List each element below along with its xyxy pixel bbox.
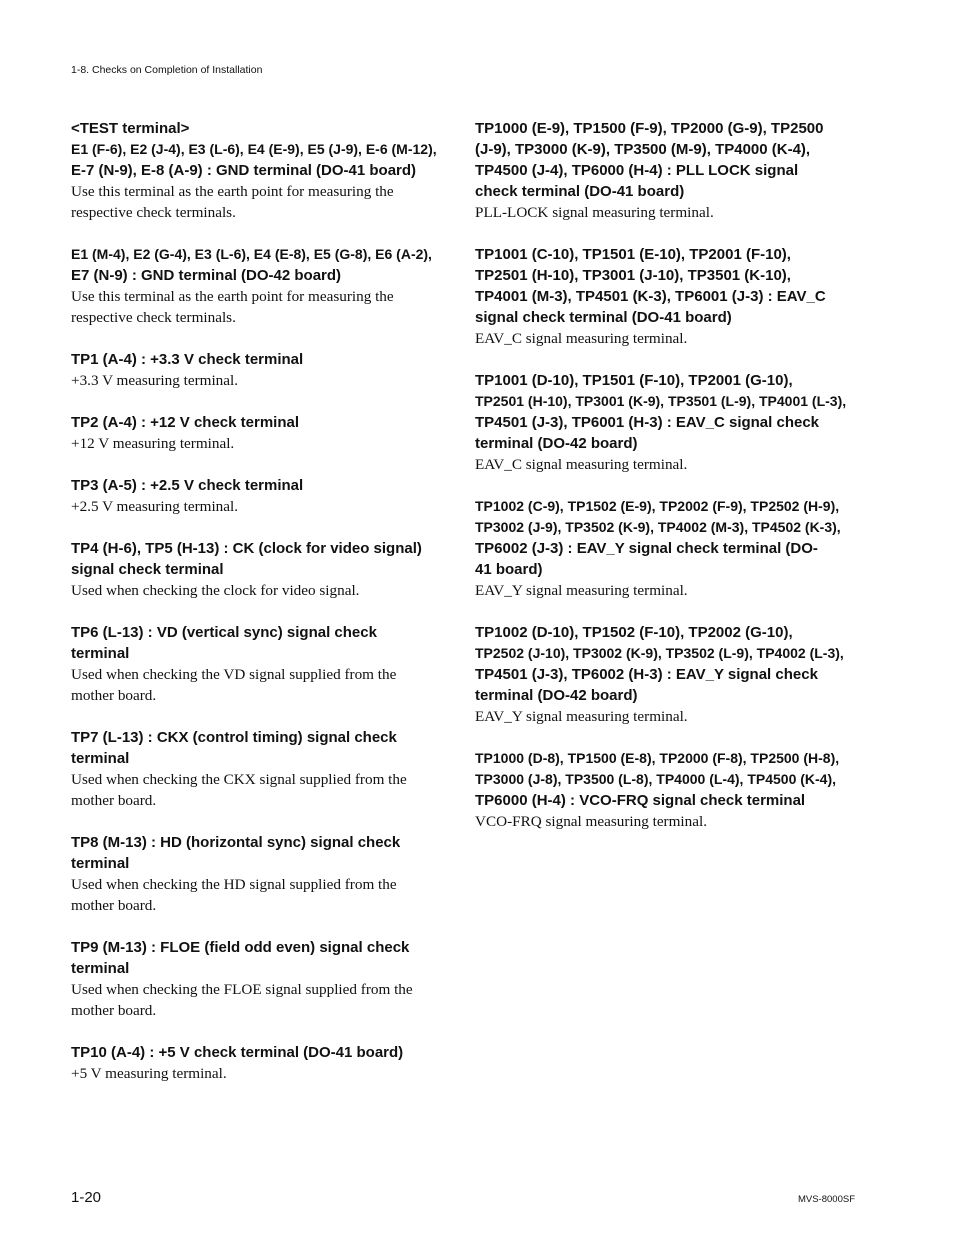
terminal-heading-line: E-7 (N-9), E-8 (A-9) : GND terminal (DO-41 board) <box>71 162 417 179</box>
terminal-entry <box>71 622 451 706</box>
terminal-heading-line: TP7 (L-13) : CKX (control timing) signal check <box>71 729 397 746</box>
terminal-heading-line: E1 (F-6), E2 (J-4), E3 (L-6), E4 (E-9), E5 (J-9), E-6 (M-12), <box>71 141 437 157</box>
terminal-description: EAV_Y signal measuring terminal. <box>475 582 688 599</box>
terminal-heading-line: TP6000 (H-4) : VCO-FRQ signal check terminal <box>475 792 806 809</box>
terminal-heading-line: TP4500 (J-4), TP6000 (H-4) : PLL LOCK signal <box>475 162 799 179</box>
terminal-description: mother board. <box>71 687 157 704</box>
terminal-description: +3.3 V measuring terminal. <box>71 372 239 389</box>
terminal-description: +5 V measuring terminal. <box>71 1065 227 1082</box>
terminal-heading-line: TP4001 (M-3), TP4501 (K-3), TP6001 (J-3) : EAV_C <box>475 288 826 305</box>
terminal-heading-line: (J-9), TP3000 (K-9), TP3500 (M-9), TP4000 (K-4), <box>475 141 811 158</box>
terminal-heading-line: TP4501 (J-3), TP6001 (H-3) : EAV_C signal check <box>475 414 820 431</box>
terminal-heading-line: E1 (M-4), E2 (G-4), E3 (L-6), E4 (E-8), E5 (G-8), E6 (A-2), <box>71 246 432 262</box>
terminal-description: mother board. <box>71 792 157 809</box>
right-sections <box>475 118 857 832</box>
terminal-description: +12 V measuring terminal. <box>71 435 235 452</box>
terminal-entry <box>71 139 451 223</box>
terminal-heading-line: TP3000 (J-8), TP3500 (L-8), TP4000 (L-4), TP4500 (K-4), <box>475 771 837 787</box>
terminal-description: mother board. <box>71 1002 157 1019</box>
terminal-description: Used when checking the clock for video signal. <box>71 582 360 599</box>
terminal-entry <box>475 622 857 727</box>
terminal-heading-line: terminal (DO-42 board) <box>475 435 638 452</box>
terminal-heading-line: TP2 (A-4) : +12 V check terminal <box>71 414 300 431</box>
terminal-heading-line: TP1001 (C-10), TP1501 (E-10), TP2001 (F-10), <box>475 246 791 263</box>
terminal-entry <box>71 475 451 517</box>
terminal-heading-line: TP9 (M-13) : FLOE (field odd even) signal check <box>71 939 410 956</box>
terminal-description: EAV_C signal measuring terminal. <box>475 330 688 347</box>
terminal-description: Use this terminal as the earth point for measuring the <box>71 183 394 200</box>
terminal-description: Used when checking the VD signal supplied from the <box>71 666 397 683</box>
terminal-entry <box>475 748 857 832</box>
terminal-description: respective check terminals. <box>71 204 236 221</box>
terminal-heading-line: terminal <box>71 960 130 977</box>
terminal-heading-line: check terminal (DO-41 board) <box>475 183 685 200</box>
terminal-description: Used when checking the FLOE signal supplied from the <box>71 981 413 998</box>
terminal-entry <box>71 727 451 811</box>
terminal-heading-line: TP4501 (J-3), TP6002 (H-3) : EAV_Y signal check <box>475 666 818 683</box>
terminal-heading-line: TP1 (A-4) : +3.3 V check terminal <box>71 351 304 368</box>
terminal-entry <box>71 538 451 601</box>
test-terminal-label: <TEST terminal> <box>71 120 190 137</box>
terminal-heading-line: TP2501 (H-10), TP3001 (J-10), TP3501 (K-10), <box>475 267 791 284</box>
terminal-entry <box>71 1042 451 1084</box>
terminal-heading-line: TP1002 (D-10), TP1502 (F-10), TP2002 (G-10), <box>475 624 793 641</box>
terminal-entry <box>71 244 451 328</box>
terminal-entry <box>475 496 857 601</box>
terminal-heading-line: TP1002 (C-9), TP1502 (E-9), TP2002 (F-9), TP2502 (H-9), <box>475 498 840 514</box>
terminal-entry <box>71 349 451 391</box>
terminal-heading-line: TP1001 (D-10), TP1501 (F-10), TP2001 (G-10), <box>475 372 793 389</box>
terminal-description: +2.5 V measuring terminal. <box>71 498 239 515</box>
terminal-heading-line: signal check terminal (DO-41 board) <box>475 309 732 326</box>
terminal-heading-line: TP2501 (H-10), TP3001 (K-9), TP3501 (L-9), TP4001 (L-3), <box>475 393 847 409</box>
terminal-entry <box>71 937 451 1021</box>
left-column <box>71 118 451 1105</box>
terminal-description: respective check terminals. <box>71 309 236 326</box>
terminal-heading-line: TP2502 (J-10), TP3002 (K-9), TP3502 (L-9), TP4002 (L-3), <box>475 645 844 661</box>
terminal-description: mother board. <box>71 897 157 914</box>
terminal-heading-line: terminal <box>71 645 130 662</box>
terminal-heading-line: terminal (DO-42 board) <box>475 687 638 704</box>
terminal-description: Used when checking the HD signal supplied from the <box>71 876 397 893</box>
terminal-entry <box>475 118 857 223</box>
terminal-heading-line: TP1000 (D-8), TP1500 (E-8), TP2000 (F-8), TP2500 (H-8), <box>475 750 840 766</box>
terminal-entry <box>475 244 857 349</box>
terminal-heading-line: terminal <box>71 750 130 767</box>
terminal-entry <box>71 832 451 916</box>
terminal-heading-line: TP6002 (J-3) : EAV_Y signal check terminal (DO- <box>475 540 818 557</box>
model-name: MVS-8000SF <box>797 1194 855 1205</box>
terminal-heading-line: signal check terminal <box>71 561 224 578</box>
terminal-description: PLL-LOCK signal measuring terminal. <box>475 204 714 221</box>
terminal-description: Used when checking the CKX signal supplied from the <box>71 771 407 788</box>
terminal-heading-line: TP6 (L-13) : VD (vertical sync) signal check <box>71 624 377 641</box>
terminal-heading-line: terminal <box>71 855 130 872</box>
terminal-heading-line: TP3 (A-5) : +2.5 V check terminal <box>71 477 304 494</box>
terminal-description: VCO-FRQ signal measuring terminal. <box>475 813 708 830</box>
terminal-heading-line: 41 board) <box>475 561 543 578</box>
terminal-description: EAV_Y signal measuring terminal. <box>475 708 688 725</box>
terminal-entry <box>475 370 857 475</box>
right-column <box>475 118 857 853</box>
left-sections <box>71 139 451 1084</box>
terminal-heading-line: TP8 (M-13) : HD (horizontal sync) signal check <box>71 834 401 851</box>
terminal-heading-line: TP10 (A-4) : +5 V check terminal (DO-41 board) <box>71 1044 404 1061</box>
terminal-description: Use this terminal as the earth point for measuring the <box>71 288 394 305</box>
terminal-heading-line: TP3002 (J-9), TP3502 (K-9), TP4002 (M-3), TP4502 (K-3), <box>475 519 841 535</box>
terminal-heading-line: E7 (N-9) : GND terminal (DO-42 board) <box>71 267 342 284</box>
page-number: 1-20 <box>71 1189 102 1206</box>
running-header: 1-8. Checks on Completion of Installation <box>71 64 263 76</box>
terminal-heading-line: TP4 (H-6), TP5 (H-13) : CK (clock for video signal) <box>71 540 422 557</box>
terminal-heading-line: TP1000 (E-9), TP1500 (F-9), TP2000 (G-9), TP2500 <box>475 120 824 137</box>
terminal-entry <box>71 412 451 454</box>
terminal-description: EAV_C signal measuring terminal. <box>475 456 688 473</box>
